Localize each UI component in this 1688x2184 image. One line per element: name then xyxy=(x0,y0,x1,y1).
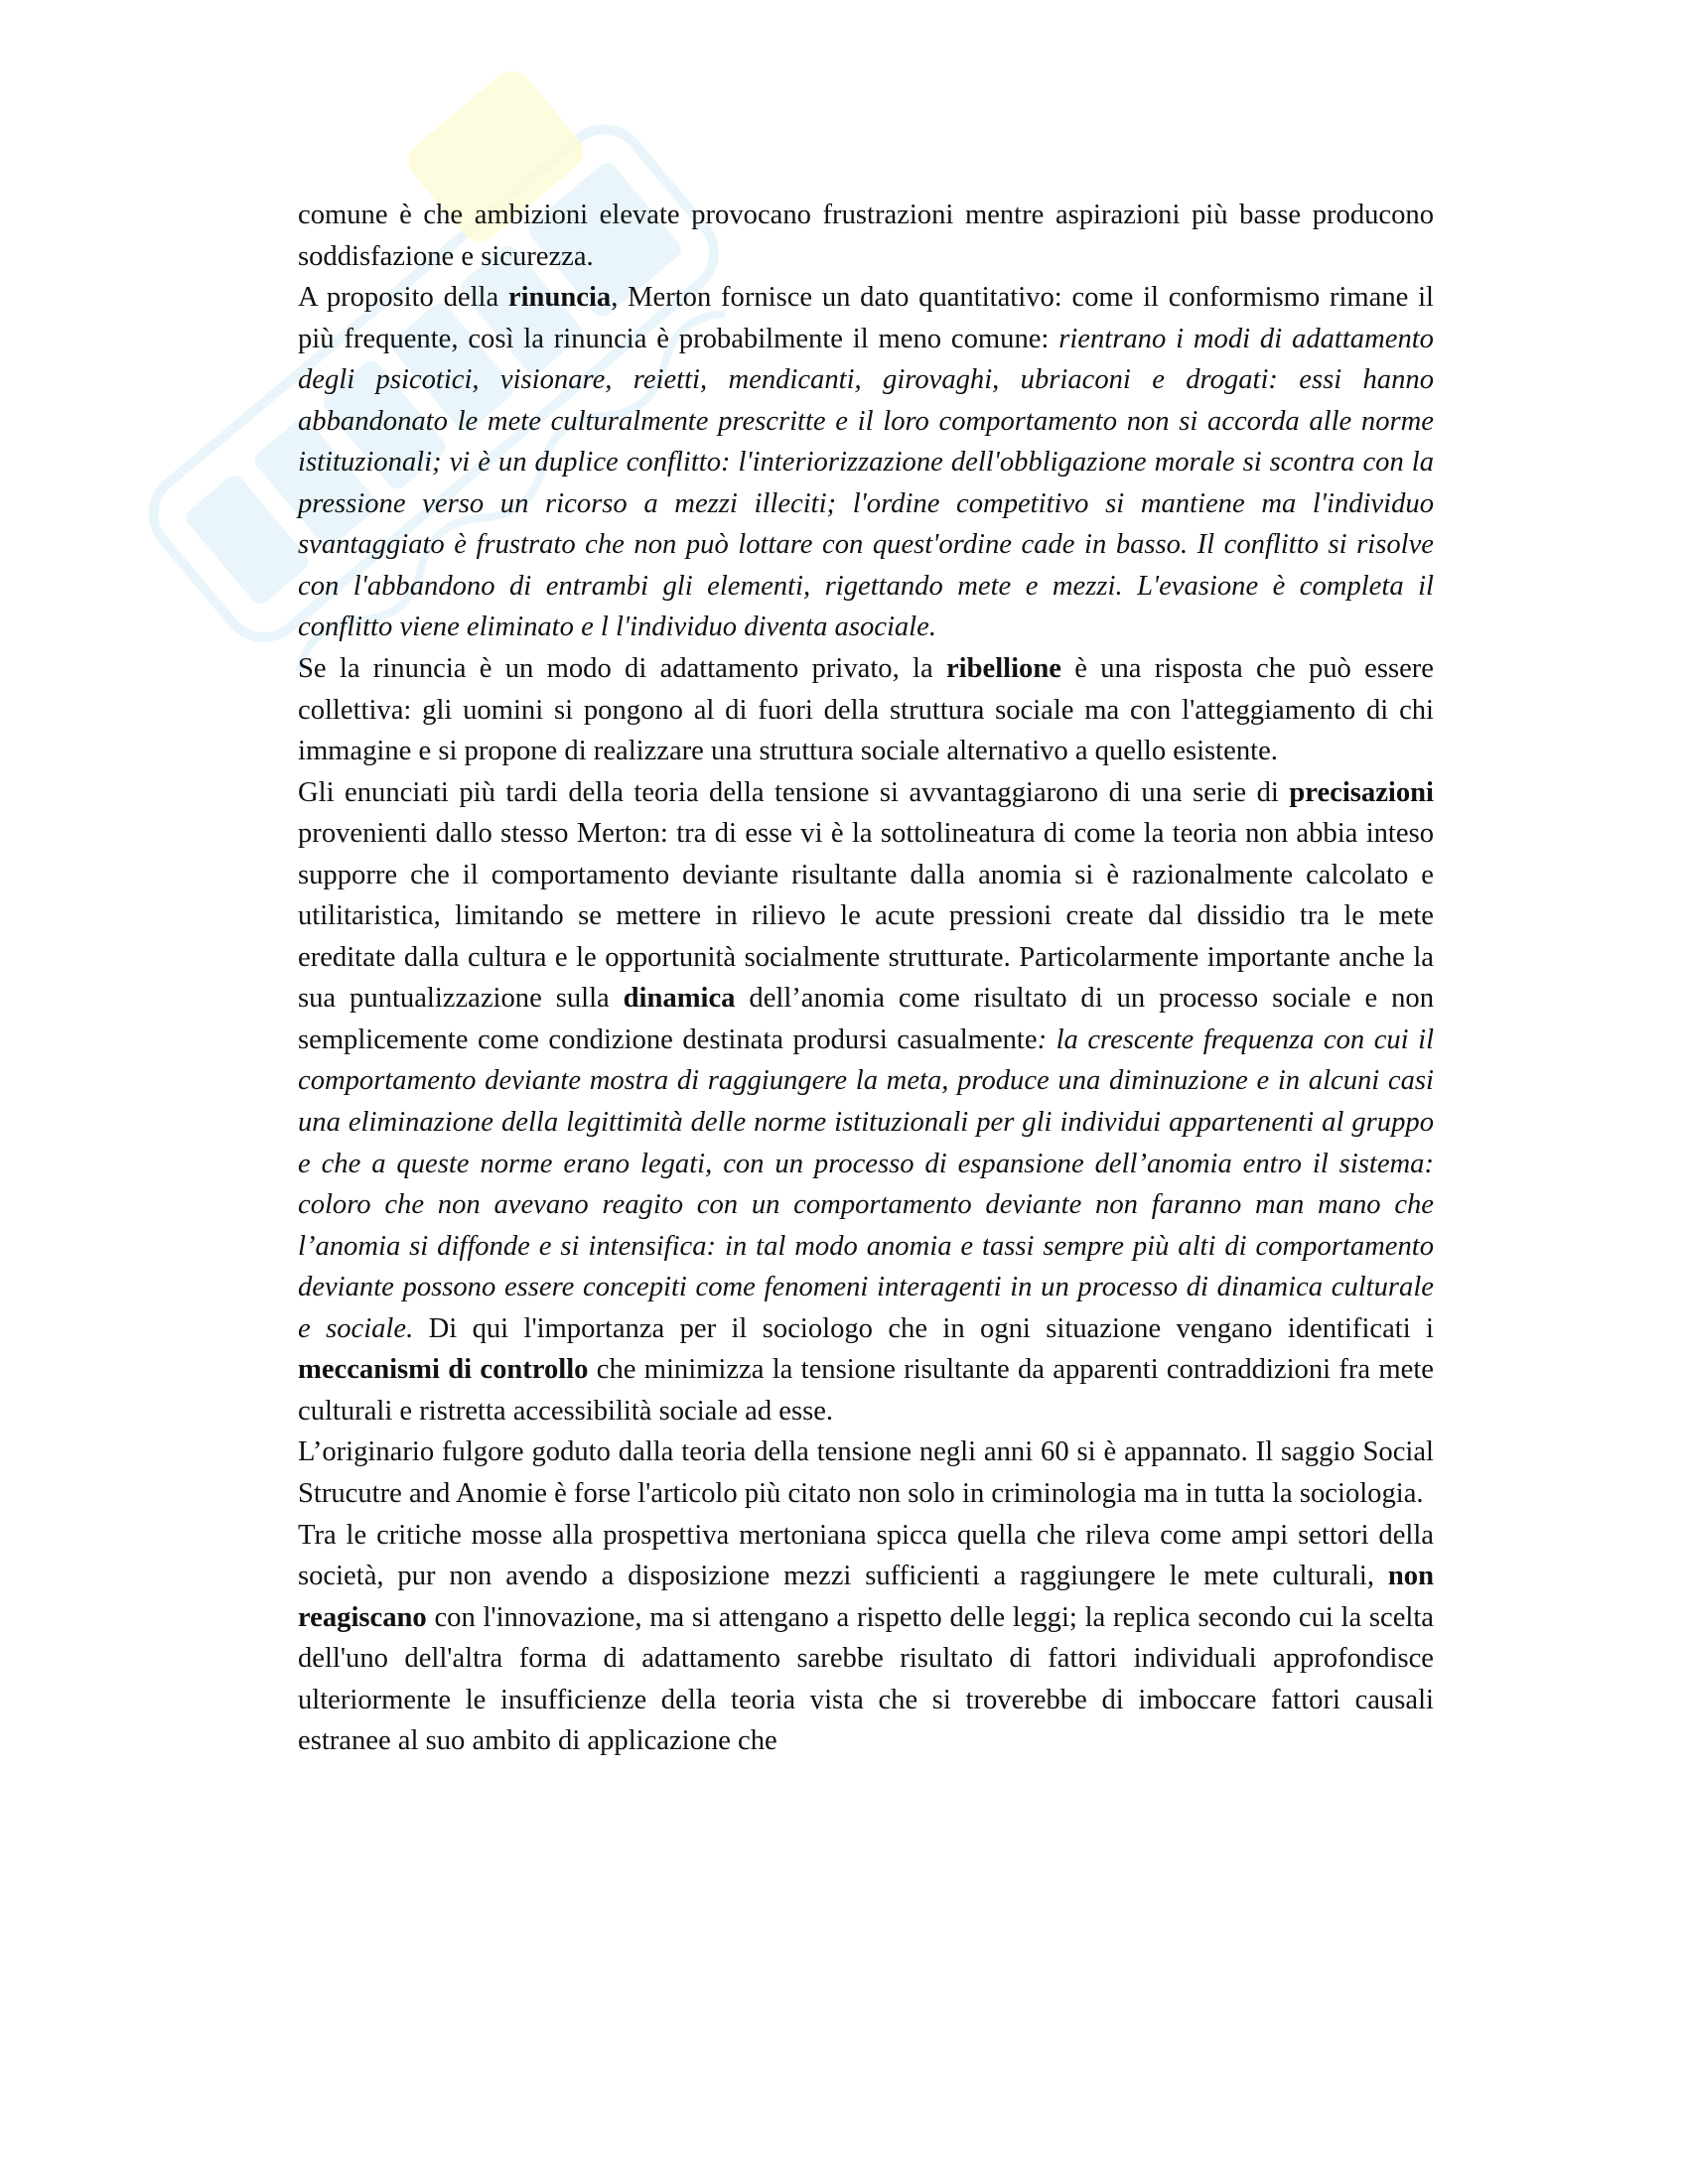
text-run: Gli enunciati più tardi della teoria della tensione si avvantaggiarono di una serie di xyxy=(298,776,1290,808)
text-run: Se la rinuncia è un modo di adattamento privato, la xyxy=(298,653,946,685)
text-run: Di qui l'importanza per il sociologo che in ogni situazione vengano identificati i xyxy=(413,1312,1434,1344)
bold-term: non reagiscano xyxy=(298,1561,1434,1633)
text-run: con l'innovazione, ma si attengano a rispetto delle leggi; la replica secondo cui la scelta dell'uno dell'altra forma di adattamento sarebbe risultato di fattori individuali approfondisce ulteriormente le insufficienze della teoria vista che si troverebbe di imboccare fattori causali estranee al suo ambito di applicazione che xyxy=(298,1601,1434,1757)
text-run: comune è che ambizioni elevate provocano frustrazioni mentre aspirazioni più basse producono soddisfazione e sicurezza. xyxy=(298,200,1434,272)
bold-term: rinuncia xyxy=(507,282,612,314)
document-body xyxy=(298,195,1434,1762)
text-run: provenienti dallo stesso Merton: tra di esse vi è la sottolineatura di come la teoria non abbia inteso supporre che il comportamento deviante risultante dalla anomia si è razionalmente calcolato e utilitaristica, limitando se mettere in rilievo le acute pressioni create dal dissidio tra le mete ereditate dalla cultura e le opportunità socialmente strutturate. Particolarmente importante anche la sua puntualizzazione sulla xyxy=(298,818,1434,1015)
paragraph xyxy=(298,1432,1434,1514)
paragraph xyxy=(298,195,1434,277)
bold-term: dinamica xyxy=(623,983,736,1015)
paragraph xyxy=(298,772,1434,1433)
text-run: A proposito della xyxy=(298,282,508,314)
paragraph xyxy=(298,648,1434,772)
bold-term: meccanismi di controllo xyxy=(298,1354,589,1386)
text-run: che minimizza la tensione risultante da apparenti contraddizioni fra mete culturali e ristretta accessibilità sociale ad esse. xyxy=(298,1354,1434,1427)
bold-term: ribellione xyxy=(945,653,1061,685)
text-run: dell’anomia come risultato di un processo sociale e non semplicemente come condizione destinata prodursi casualmente xyxy=(298,983,1434,1055)
paragraph xyxy=(298,1515,1434,1762)
italic-quote: : la crescente frequenza con cui il comportamento deviante mostra di raggiungere la meta, produce una diminuzione e in alcuni casi una eliminazione della legittimità delle norme istituzionali per gli individui appartenenti al gruppo e che a queste norme erano legati, con un processo di espansione dell’anomia entro il sistema: coloro che non avevano reagito con un comportamento deviante non faranno man mano che l’anomia si diffonde e si intensifica: in tal modo anomia e tassi sempre più alti di comportamento deviante possono essere concepiti come fenomeni interagenti in un processo di dinamica culturale e sociale. xyxy=(298,1024,1435,1344)
paragraph xyxy=(298,277,1434,648)
text-run: è una risposta che può essere collettiva: gli uomini si pongono al di fuori della struttura sociale ma con l'atteggiamento di chi immagine e si propone di realizzare una struttura sociale alternativo a quello esistente. xyxy=(298,653,1434,767)
text-run: , Merton fornisce un dato quantitativo: come il conformismo rimane il più frequente, così la rinuncia è probabilmente il meno comune: xyxy=(298,282,1434,354)
text-run: Tra le critiche mosse alla prospettiva mertoniana spicca quella che rileva come ampi settori della società, pur non avendo a disposizione mezzi sufficienti a raggiungere le mete culturali, xyxy=(298,1519,1434,1592)
italic-quote: rientrano i modi di adattamento degli psicotici, visionare, reietti, mendicanti, girovaghi, ubriaconi e drogati: essi hanno abbandonato le mete culturalmente prescritte e il loro comportamento non si accorda alle norme istituzionali; vi è un duplice conflitto: l'interiorizzazione dell'obbligazione morale si scontra con la pressione verso un ricorso a mezzi illeciti; l'ordine competitivo si mantiene ma l'individuo svantaggiato è frustrato che non può lottare con quest'ordine cade in basso. Il conflitto si risolve con l'abbandono di entrambi gli elementi, rigettando mete e mezzi. L'evasione è completa il conflitto viene eliminato e l l'individuo diventa asociale. xyxy=(298,323,1434,643)
text-run: L’originario fulgore goduto dalla teoria della tensione negli anni 60 si è appannato. Il saggio Social Strucutre and Anomie è forse l'articolo più citato non solo in criminologia ma in tutta la sociologia. xyxy=(298,1436,1434,1509)
bold-term: precisazioni xyxy=(1289,776,1434,808)
